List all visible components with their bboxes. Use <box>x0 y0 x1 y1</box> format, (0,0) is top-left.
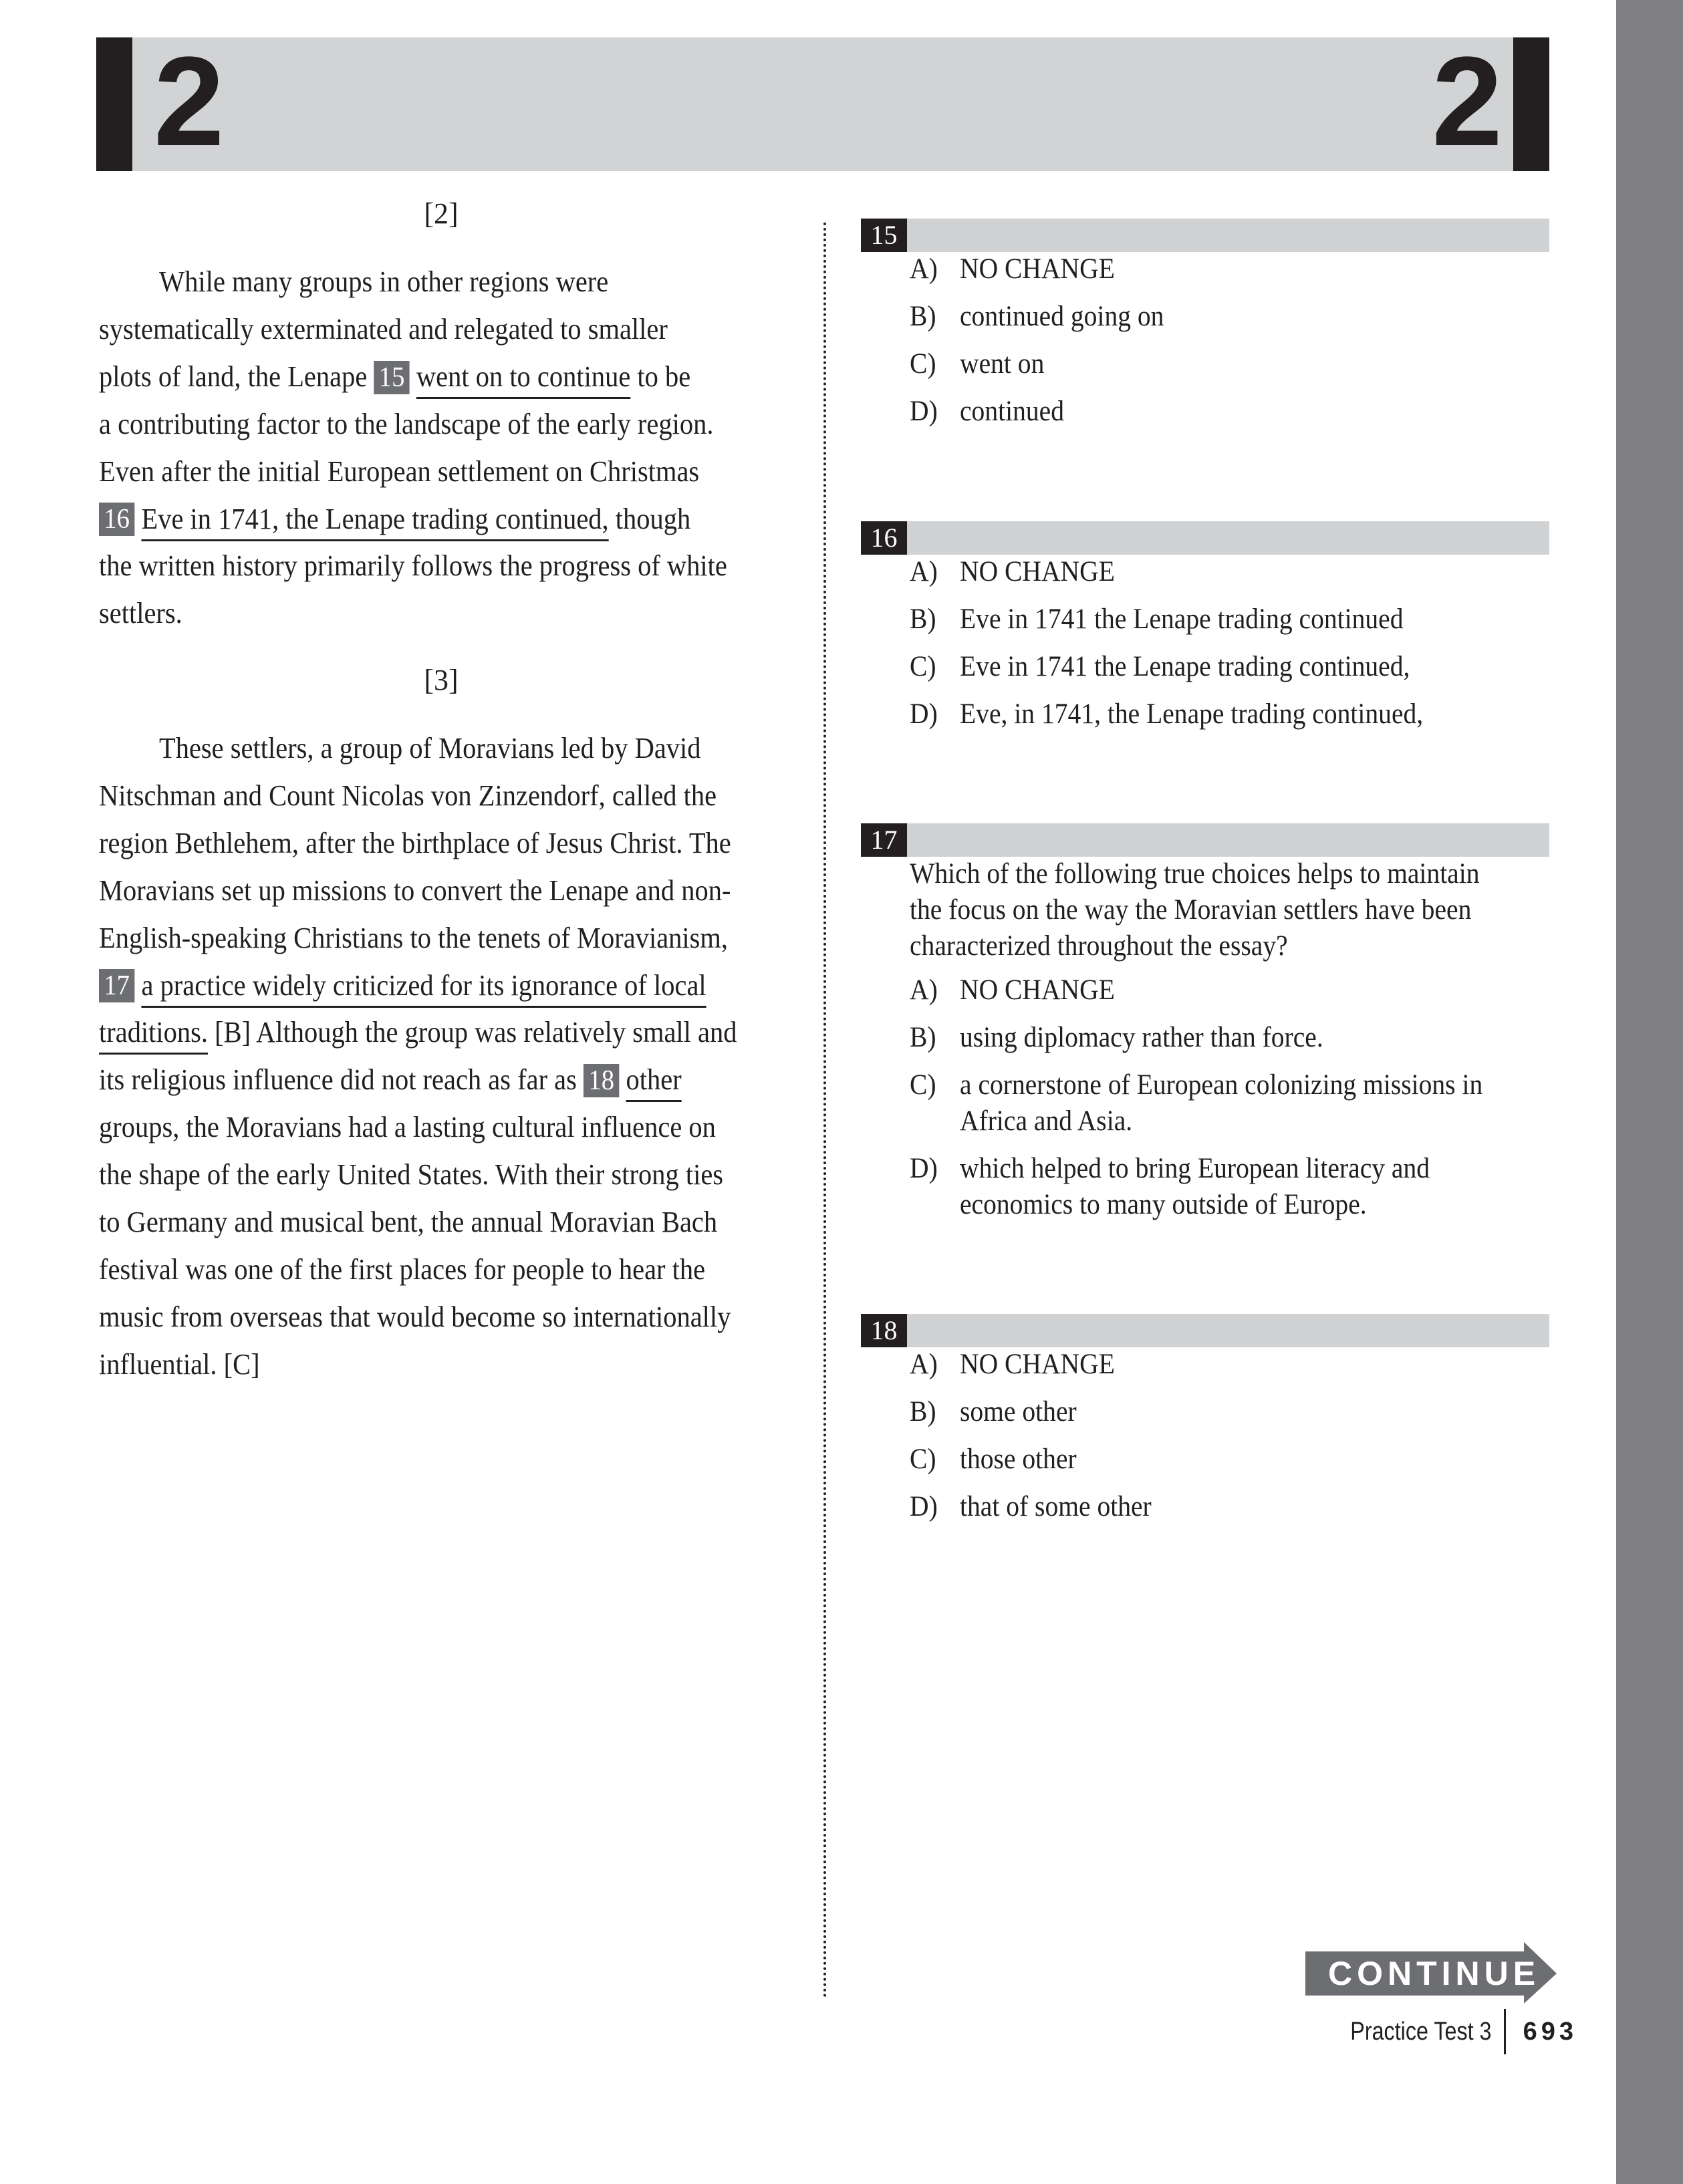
paragraph-marker: [3] <box>424 664 459 696</box>
passage-text: to Germany and musical bent, the annual Moravian Bach <box>99 1206 718 1238</box>
underlined-text: Eve in 1741, the Lenape trading continued, <box>141 502 609 535</box>
option-label: D) <box>910 698 938 730</box>
question-number-marker[interactable]: 16 <box>99 503 134 536</box>
option-text: continued going on <box>960 301 1164 332</box>
option-text: continued <box>960 396 1065 427</box>
question-number: 17 <box>861 823 907 857</box>
passage-text <box>619 1063 626 1096</box>
passage-line <box>99 1246 705 1293</box>
passage-text: the written history primarily follows the progress of white <box>99 549 727 583</box>
option-text: NO CHANGE <box>960 253 1115 285</box>
passage-line <box>99 400 713 448</box>
passage-text: music from overseas that would become so internationally <box>99 1300 731 1333</box>
passage-line <box>99 1293 731 1341</box>
passage-line <box>99 962 706 1009</box>
passage-line <box>159 724 701 772</box>
question-bar <box>861 823 1549 857</box>
option-label: C) <box>910 348 936 380</box>
continue-label: CONTINUE <box>1328 1955 1541 1992</box>
passage-line <box>99 772 717 819</box>
passage-text <box>134 969 141 1002</box>
passage-line <box>99 1008 737 1056</box>
passage-line <box>99 1056 682 1103</box>
option-text: using diplomacy rather than force. <box>960 1022 1323 1053</box>
option-label: C) <box>910 1069 936 1101</box>
section-header <box>96 31 1549 172</box>
question-number: 16 <box>861 521 907 555</box>
question-15 <box>861 219 1549 427</box>
passage-text: While many groups in other regions were <box>159 265 609 298</box>
option-label: B) <box>910 1022 936 1053</box>
option-text: NO CHANGE <box>960 556 1115 587</box>
option-text: a cornerstone of European colonizing missions in <box>960 1069 1483 1101</box>
page-footer <box>1325 2008 1577 2055</box>
passage-text: region Bethlehem, after the birthplace of Jesus Christ. The <box>99 826 731 859</box>
passage-line <box>99 305 668 353</box>
question-number-marker[interactable]: 15 <box>374 361 409 394</box>
option-label: C) <box>910 651 936 682</box>
underlined-text: went on to continue <box>416 360 631 393</box>
question-number-marker[interactable]: 18 <box>584 1064 619 1097</box>
passage-line <box>159 258 608 305</box>
passage-line <box>99 448 699 495</box>
question-18 <box>861 1314 1549 1522</box>
passage-line <box>99 1103 716 1151</box>
column-divider <box>823 223 826 1999</box>
passage-text: English-speaking Christians to the tenets of Moravianism, <box>99 921 729 954</box>
passage-text: systematically exterminated and relegated to smaller <box>99 312 668 346</box>
passage-text: festival was one of the first places for people to hear the <box>99 1252 706 1286</box>
page-edge-tab <box>1616 0 1683 2184</box>
option-label: D) <box>910 396 938 427</box>
footer-separator <box>1504 2009 1506 2054</box>
passage-text: Moravians set up missions to convert the Lenape and non- <box>99 873 731 907</box>
passage-line <box>99 1341 260 1388</box>
passage-text <box>410 360 416 393</box>
passage-text: settlers. <box>99 597 182 630</box>
question-number-marker[interactable]: 17 <box>99 969 134 1002</box>
passage-line <box>99 542 727 589</box>
passage-text: though <box>608 502 691 535</box>
underlined-text: other <box>626 1063 682 1097</box>
passage-text: influential. [C] <box>99 1347 260 1381</box>
question-bar <box>861 521 1549 555</box>
page-number: 693 <box>1523 2017 1577 2046</box>
passage-text: its religious influence did not reach as far as <box>99 1063 584 1097</box>
option-text: Eve in 1741 the Lenape trading continued, <box>960 651 1410 682</box>
passage-text <box>134 503 141 535</box>
header-right-block <box>1513 37 1549 171</box>
passage-line <box>99 1198 717 1246</box>
section-number-right: 2 <box>1432 31 1503 172</box>
passage-text: These settlers, a group of Moravians led by David <box>159 732 701 765</box>
header-left-block <box>96 37 132 171</box>
passage-line <box>99 1151 723 1198</box>
option-text: Eve, in 1741, the Lenape trading continued, <box>960 698 1424 730</box>
passage-text: Nitschman and Count Nicolas von Zinzendorf, called the <box>99 779 717 812</box>
passage-text: groups, the Moravians had a lasting cultural influence on <box>99 1111 716 1144</box>
passage-text: a contributing factor to the landscape of the early region. <box>99 407 714 440</box>
option-text: those other <box>960 1444 1077 1475</box>
question-stem: characterized throughout the essay? <box>910 930 1288 962</box>
option-label: B) <box>910 603 936 635</box>
option-label: C) <box>910 1444 936 1475</box>
question-number: 15 <box>861 219 907 252</box>
option-text: Eve in 1741 the Lenape trading continued <box>960 603 1404 635</box>
option-text: NO CHANGE <box>960 1349 1115 1380</box>
passage-line <box>99 589 182 637</box>
section-number-left: 2 <box>154 31 225 172</box>
option-label: D) <box>910 1491 938 1522</box>
passage-text: plots of land, the Lenape <box>99 360 374 393</box>
option-label: B) <box>910 301 936 332</box>
passage-text: Even after the initial European settlement on Christmas <box>99 454 700 488</box>
passage-line <box>99 353 690 400</box>
passage-text: the shape of the early United States. With their strong ties <box>99 1158 724 1192</box>
question-17 <box>861 823 1549 1220</box>
option-label: B) <box>910 1396 936 1427</box>
passage-line <box>99 914 728 962</box>
underlined-text: a practice widely criticized for its ignorance of local <box>141 968 706 1002</box>
continue-arrow <box>1305 1942 1559 2005</box>
passage-line <box>99 867 731 914</box>
option-text: went on <box>960 348 1045 380</box>
paragraph-marker: [2] <box>424 197 459 230</box>
passage-text: to be <box>630 360 691 393</box>
passage-line <box>99 495 690 543</box>
question-stem: Which of the following true choices helps to maintain <box>910 858 1480 890</box>
question-number: 18 <box>861 1314 907 1347</box>
option-label: A) <box>910 974 938 1006</box>
underlined-text: traditions. <box>99 1016 209 1049</box>
option-label: A) <box>910 1349 938 1380</box>
option-text: economics to many outside of Europe. <box>960 1189 1367 1220</box>
option-text: that of some other <box>960 1491 1152 1522</box>
option-text: NO CHANGE <box>960 974 1115 1006</box>
option-label: A) <box>910 556 938 587</box>
question-16 <box>861 521 1549 730</box>
option-text: some other <box>960 1396 1077 1427</box>
passage-line <box>99 819 731 867</box>
option-label: A) <box>910 253 938 285</box>
option-text: which helped to bring European literacy and <box>960 1153 1430 1184</box>
question-stem: the focus on the way the Moravian settlers have been <box>910 894 1472 926</box>
option-text: Africa and Asia. <box>960 1105 1133 1137</box>
test-name: Practice Test 3 <box>1350 2017 1492 2046</box>
option-label: D) <box>910 1153 938 1184</box>
question-bar <box>861 219 1549 252</box>
passage-text: [B] Although the group was relatively small and <box>208 1016 737 1049</box>
question-bar <box>861 1314 1549 1347</box>
